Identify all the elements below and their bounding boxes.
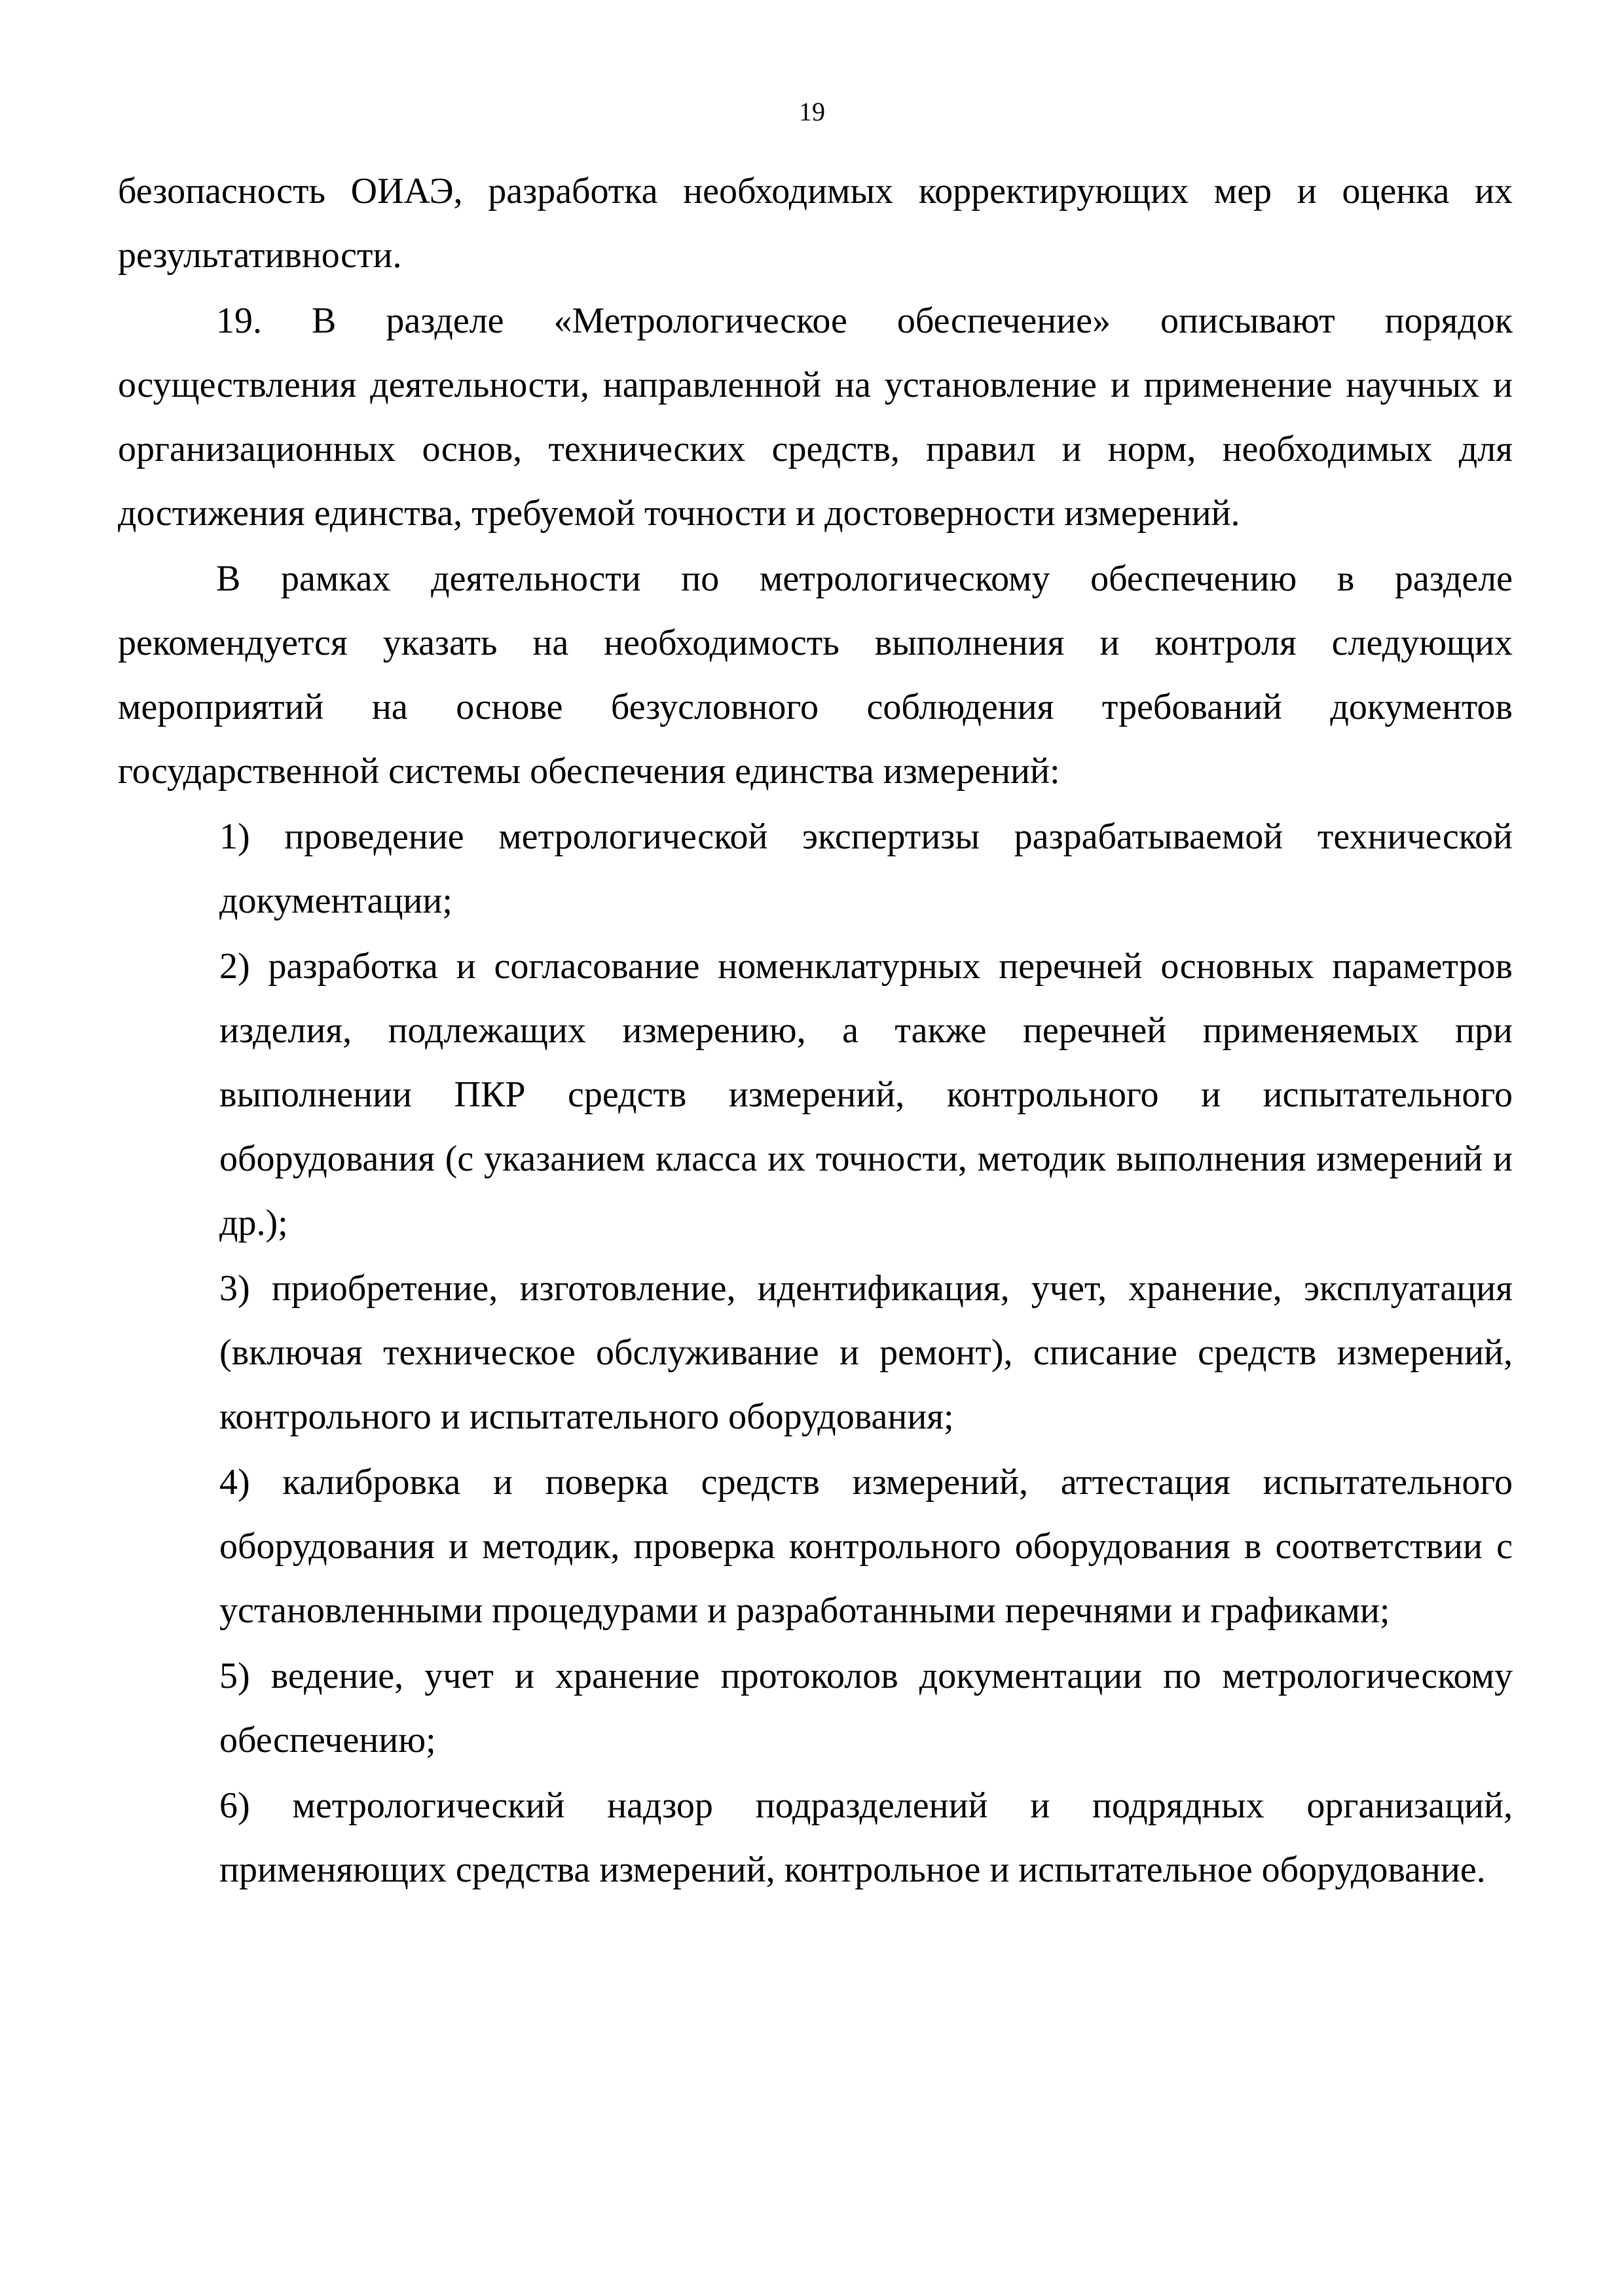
paragraph-metrology-activities: В рамках деятельности по метрологическому обеспечению в разделе рекомендуется указать на необходимость выполнения и контроля следующих мероприятий на основе безусловного соблюдения требований документов государственной системы обеспечения единства измерений:: [118, 558, 1513, 792]
document-body: [118, 159, 1513, 1902]
list-item-5: 5) ведение, учет и хранение протоколов документации по метрологическому обеспечению;: [219, 1656, 1513, 1760]
list-item-2: 2) разработка и согласование номенклатурных перечней основных параметров изделия, подлежащих измерению, а также перечней применяемых при выполнении ПКР средств измерений, контрольного и испытательного оборудования (с указанием класса их точности, методик выполнения измерений и др.);: [219, 946, 1513, 1243]
measures-list: [118, 805, 1513, 1902]
list-item-1: 1) проведение метрологической экспертизы разрабатываемой технической документации;: [219, 816, 1513, 921]
paragraph-continuation: безопасность ОИАЭ, разработка необходимых корректирующих мер и оценка их результативности.: [118, 171, 1513, 276]
paragraph-section-19: 19. В разделе «Метрологическое обеспечение» описывают порядок осуществления деятельности, направленной на установление и применение научных и организационных основ, технических средств, правил и норм, необходимых для достижения единства, требуемой точности и достоверности измерений.: [118, 301, 1513, 534]
page-number: 19: [799, 97, 825, 126]
list-item-4: 4) калибровка и поверка средств измерений, аттестация испытательного оборудования и методик, проверка контрольного оборудования в соответствии с установленными процедурами и разработанными перечнями и графиками;: [219, 1462, 1513, 1631]
list-item-3: 3) приобретение, изготовление, идентификация, учет, хранение, эксплуатация (включая техническое обслуживание и ремонт), списание средств измерений, контрольного и испытательного оборудования;: [219, 1268, 1513, 1437]
list-item-6: 6) метрологический надзор подразделений и подрядных организаций, применяющих средства измерений, контрольное и испытательное оборудование.: [219, 1785, 1513, 1890]
